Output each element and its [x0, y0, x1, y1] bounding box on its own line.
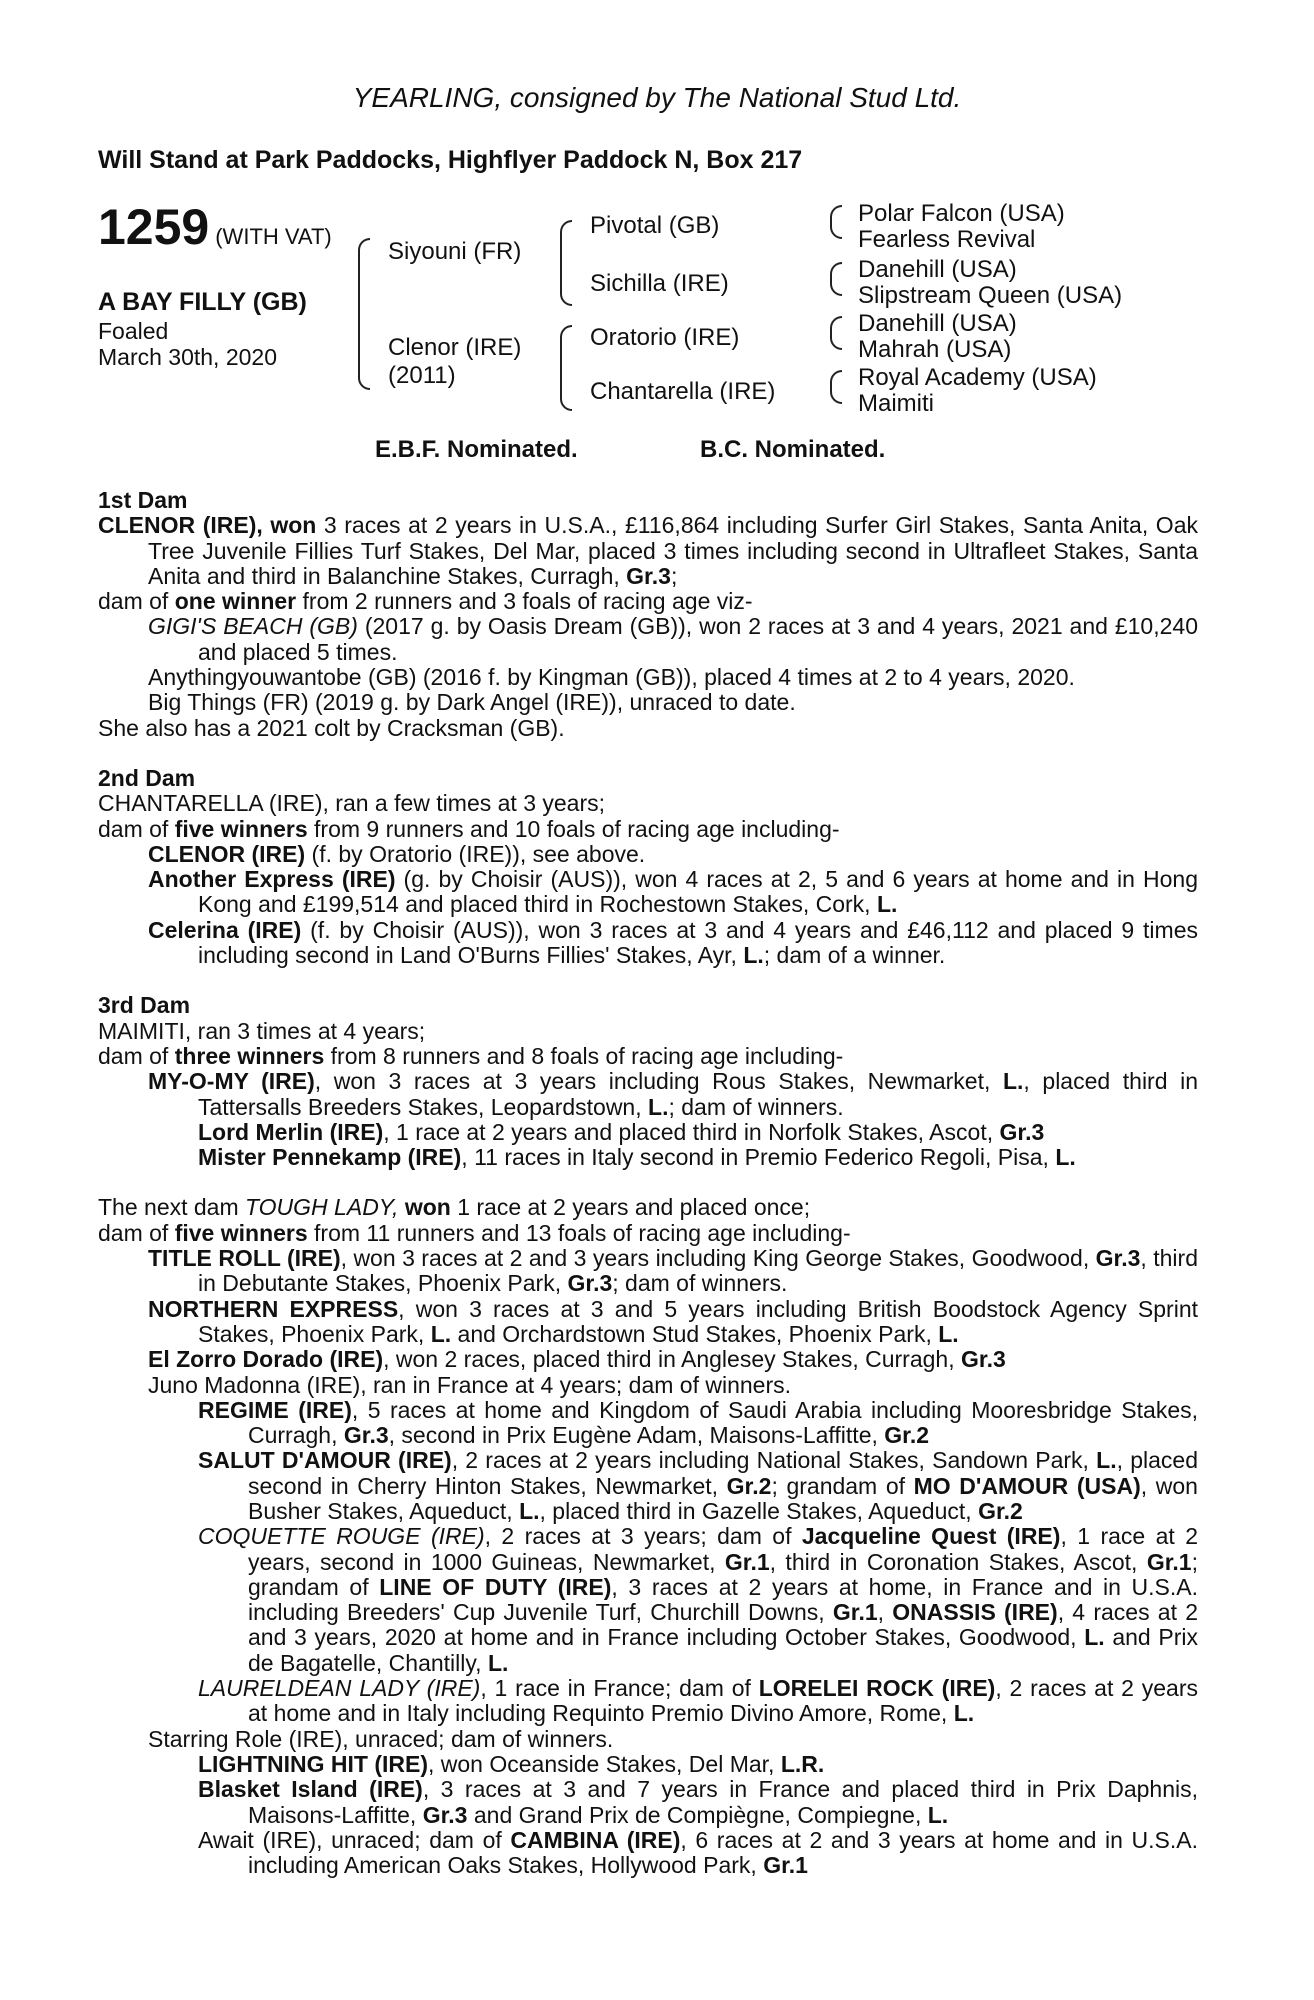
text: , won Busher Stakes, Aqueduct, [248, 1472, 1198, 1524]
offspring-item [98, 1120, 1198, 1145]
offspring-item [98, 1398, 1198, 1449]
foaled-label: Foaled [98, 318, 169, 344]
grade: L. [648, 1093, 669, 1120]
text: from 9 runners and 10 foals of racing age including- [307, 815, 840, 842]
pedigree-sire-dam: Sichilla (IRE) [590, 270, 729, 297]
horse-name: LIGHTNING HIT (IRE) [198, 1750, 428, 1777]
offspring-item [98, 1777, 1198, 1828]
offspring-item [98, 1297, 1198, 1348]
grade: Gr.2 [884, 1422, 930, 1449]
foaled-date: March 30th, 2020 [98, 344, 278, 370]
text: , 5 races at home and Kingdom of Saudi Arabia including Mooresbridge Stakes, Curragh, [248, 1396, 1199, 1449]
text: , placed third in Gazelle Stakes, Aqueduct, [539, 1497, 979, 1524]
text: , won 3 races at 3 and 5 years including British Boodstock Agency Sprint Stakes, Phoenix Park, [198, 1295, 1198, 1347]
horse-name: SALUT D'AMOUR (IRE) [198, 1447, 452, 1474]
text: , 6 races at 2 and 3 years at home and in U.S.A. including American Oaks Stakes, Hollywood Park, [248, 1826, 1199, 1879]
pedigree-dam-sire: Oratorio (IRE) [590, 324, 740, 351]
first-dam-heading: 1st Dam [98, 487, 188, 513]
next-dam-record [98, 1195, 1198, 1220]
dam-name: CLENOR (IRE), won [98, 512, 317, 539]
offspring-item: Juno Madonna (IRE), ran in France at 4 years; dam of winners. [148, 1371, 792, 1398]
horse-name: MY-O-MY (IRE) [148, 1068, 315, 1095]
third-dam-heading: 3rd Dam [98, 992, 191, 1019]
pedigree-ssd: Fearless Revival [858, 226, 1036, 253]
offspring-item [98, 614, 1198, 665]
grade: L.R. [780, 1750, 825, 1777]
first-dam-produce [98, 589, 1198, 614]
horse-name: El Zorro Dorado (IRE) [148, 1346, 384, 1373]
text: dam of [98, 815, 175, 842]
grade: L. [1096, 1447, 1117, 1474]
text: 1 race at 2 years and placed once; [450, 1194, 811, 1221]
text: and Prix de Bagatelle, Chantilly, [248, 1624, 1198, 1676]
text: , placed third in Tattersalls Breeders Stakes, Leopardstown, [198, 1068, 1198, 1120]
grade: L. [927, 1801, 949, 1828]
horse-name: Lord Merlin (IRE) [198, 1118, 384, 1145]
winner-count: three winners [174, 1042, 325, 1069]
pedigree-brace-main [358, 238, 370, 390]
pedigree-sds: Danehill (USA) [858, 256, 1017, 283]
text: , 1 race at 2 years and placed third in Norfolk Stakes, Ascot, [383, 1118, 1000, 1145]
offspring-item [98, 1347, 1198, 1372]
text: , 2 races at 2 years including National Stakes, Sandown Park, [451, 1447, 1097, 1474]
text: , 1 race in France; dam of [480, 1675, 759, 1702]
offspring-item [98, 1145, 1198, 1170]
grade: Gr.1 [832, 1599, 878, 1626]
catalogue-header: YEARLING, consigned by The National Stud Ltd. [352, 82, 962, 113]
stabling-location: Will Stand at Park Paddocks, Highflyer Paddock N, Box 217 [98, 146, 803, 174]
vat-label: (WITH VAT) [215, 224, 332, 249]
second-dam-record: CHANTARELLA (IRE), ran a few times at 3 years; [98, 790, 606, 817]
pedigree-brace-sire [560, 220, 572, 306]
pedigree-brace-dam [560, 325, 572, 411]
horse-name: Mister Pennekamp (IRE) [198, 1144, 462, 1171]
horse-name: CAMBINA (IRE) [510, 1826, 681, 1853]
offspring-item [98, 867, 1198, 918]
grade: L. [519, 1497, 540, 1524]
grade: L. [953, 1700, 975, 1727]
pedigree-dds: Royal Academy (USA) [858, 364, 1097, 391]
pedigree-sss: Polar Falcon (USA) [858, 200, 1065, 227]
pedigree-sire-sire: Pivotal (GB) [590, 212, 720, 239]
offspring-item: Anythingyouwantobe (GB) (2016 f. by Kingman (GB)), placed 4 times at 2 to 4 years, 2020. [148, 664, 1075, 691]
offspring-item [98, 1752, 1198, 1777]
offspring-item: Big Things (FR) (2019 g. by Dark Angel (IRE)), unraced to date. [148, 689, 796, 716]
text: Await (IRE), unraced; dam of [198, 1826, 511, 1853]
won: won [404, 1194, 451, 1221]
text: , 2 races at 2 years at home and in Italy including Requinto Premio Divino Amore, Rome, [248, 1675, 1198, 1727]
horse-name: LAURELDEAN LADY (IRE) [198, 1675, 481, 1702]
lot-description: A BAY FILLY (GB) [98, 288, 307, 316]
horse-name: Jacqueline Quest (IRE) [801, 1523, 1061, 1550]
ebf-nomination: E.B.F. Nominated. [375, 436, 578, 463]
grade: Gr.1 [724, 1548, 770, 1575]
catalogue-body [98, 488, 1198, 1878]
horse-name: LORELEI ROCK (IRE) [758, 1675, 996, 1702]
horse-name: TITLE ROLL (IRE) [148, 1245, 341, 1272]
third-dam-produce [98, 1044, 1198, 1069]
text: , won Oceanside Stakes, Del Mar, [427, 1750, 781, 1777]
grade: L. [487, 1649, 509, 1676]
text: ; grandam of [248, 1548, 1198, 1600]
winner-count: one winner [174, 588, 297, 615]
text: (2017 g. by Oasis Dream (GB)), won 2 races at 3 and 4 years, 2021 and £10,240 and placed 5 times. [198, 613, 1198, 665]
grade: Gr.3 [567, 1270, 613, 1297]
offspring-item [98, 918, 1198, 969]
bc-nomination: B.C. Nominated. [700, 436, 886, 463]
next-dam-produce [98, 1221, 1198, 1246]
text: ; dam of winners. [612, 1270, 788, 1297]
horse-name: CLENOR (IRE) [148, 840, 306, 867]
text: dam of [98, 1219, 175, 1246]
horse-name: ONASSIS (IRE) [892, 1599, 1058, 1626]
grade: Gr.3 [422, 1801, 468, 1828]
punct: ; [670, 562, 678, 589]
grade: Gr.2 [726, 1472, 772, 1499]
text: , 11 races in Italy second in Premio Federico Regoli, Pisa, [461, 1144, 1056, 1171]
grade: Gr.1 [763, 1852, 808, 1879]
text: ; dam of winners. [668, 1093, 844, 1120]
grade: L. [1002, 1068, 1024, 1095]
text: and Grand Prix de Compiègne, Compiegne, [467, 1801, 928, 1828]
horse-name: Blasket Island (IRE) [198, 1776, 423, 1803]
horse-name: LINE OF DUTY (IRE) [379, 1573, 612, 1600]
horse-name: REGIME (IRE) [198, 1396, 352, 1423]
text: , second in Prix Eugène Adam, Maisons-Laffitte, [388, 1422, 885, 1449]
offspring-item [98, 1828, 1198, 1879]
offspring-item [98, 1524, 1198, 1676]
offspring-item [98, 1246, 1198, 1297]
text: , 3 races at 3 and 7 years in France and placed third in Prix Daphnis, Maisons-Laffitte, [248, 1776, 1198, 1828]
offspring-item [98, 1069, 1198, 1120]
text: The next dam [98, 1194, 246, 1221]
text: from 11 runners and 13 foals of racing age including- [307, 1219, 851, 1246]
grade: Gr.3 [343, 1422, 389, 1449]
winner-count: five winners [174, 1219, 308, 1246]
pedigree-sire: Siyouni (FR) [388, 238, 522, 265]
third-dam-record: MAIMITI, ran 3 times at 4 years; [98, 1017, 426, 1044]
text: , 4 races at 2 and 3 years, 2020 at home and in France including October Stakes, Goodwood, [248, 1599, 1199, 1651]
pedigree-brace-sd [830, 262, 842, 296]
pedigree-dss: Danehill (USA) [858, 310, 1017, 337]
horse-name: GIGI'S BEACH (GB) [148, 613, 358, 640]
text: , third in Debutante Stakes, Phoenix Park, [198, 1245, 1198, 1297]
text: and Orchardstown Stud Stakes, Phoenix Park, [451, 1320, 939, 1347]
grade: Gr.1 [1146, 1548, 1192, 1575]
text: (f. by Oratorio (IRE)), see above. [305, 840, 646, 867]
text: , third in Coronation Stakes, Ascot, [769, 1548, 1147, 1575]
pedigree-dam-dam: Chantarella (IRE) [590, 378, 776, 405]
pedigree-brace-ss [830, 205, 842, 239]
text: , won 3 races at 3 years including Rous Stakes, Newmarket, [314, 1068, 1003, 1095]
grade: L. [876, 891, 898, 918]
offspring-item [98, 1448, 1198, 1524]
grade: Gr.3 [999, 1118, 1045, 1145]
pedigree-sdd: Slipstream Queen (USA) [858, 282, 1123, 309]
grade: Gr.2 [978, 1497, 1023, 1524]
lot-number [98, 199, 332, 255]
pedigree-dam-year: (2011) [388, 362, 456, 389]
horse-name: NORTHERN EXPRESS [148, 1295, 399, 1322]
grade: L. [1055, 1144, 1076, 1171]
second-dam-produce [98, 817, 1198, 842]
pedigree-brace-dd [830, 370, 842, 404]
lot-number-value: 1259 [98, 199, 210, 255]
horse-name: COQUETTE ROUGE (IRE) [198, 1523, 485, 1550]
text: dam of [98, 1042, 175, 1069]
grade: L. [430, 1320, 452, 1347]
pedigree-brace-ds [830, 316, 842, 350]
text: from 2 runners and 3 foals of racing age viz- [296, 588, 753, 615]
text: , won 2 races, placed third in Anglesey Stakes, Curragh, [383, 1346, 961, 1373]
offspring-note: She also has a 2021 colt by Cracksman (GB). [98, 714, 565, 741]
offspring-item: Starring Role (IRE), unraced; dam of winners. [148, 1725, 614, 1752]
pedigree-dsd: Mahrah (USA) [858, 336, 1012, 363]
text: from 8 runners and 8 foals of racing age including- [324, 1042, 844, 1069]
grade: L. [938, 1320, 959, 1347]
text: , won 3 races at 2 and 3 years including King George Stakes, Goodwood, [340, 1245, 1096, 1272]
text: , [877, 1599, 893, 1626]
offspring-item [98, 1676, 1198, 1727]
first-dam-record [98, 513, 1198, 589]
text: (g. by Choisir (AUS)), won 4 races at 2, 5 and 6 years at home and in Hong Kong and £199,514 and placed third in Rochestown Stakes, Cork, [198, 866, 1198, 918]
winner-count: five winners [174, 815, 308, 842]
grade: Gr.3 [626, 562, 671, 589]
text: ; dam of a winner. [763, 942, 946, 969]
horse-name: Another Express (IRE) [148, 866, 396, 893]
dam-name: TOUGH LADY, [245, 1194, 399, 1221]
pedigree-ddd: Maimiti [858, 390, 934, 417]
offspring-item [98, 842, 1198, 867]
text: , 1 race at 2 years, second in 1000 Guineas, Newmarket, [248, 1523, 1198, 1575]
text: , 3 races at 2 years at home, in France and in U.S.A. including Breeders' Cup Juvenile Turf, Churchill Downs, [248, 1573, 1198, 1626]
grade: L. [1084, 1624, 1105, 1651]
horse-name: MO D'AMOUR (USA) [913, 1472, 1141, 1499]
second-dam-heading: 2nd Dam [98, 764, 196, 791]
text: ; grandam of [771, 1472, 914, 1499]
text: (f. by Choisir (AUS)), won 3 races at 3 and 4 years and £46,112 and placed 9 times including second in Land O'Burns Fillies' Stakes, Ayr, [198, 916, 1198, 969]
horse-name: Celerina (IRE) [148, 916, 302, 943]
grade: Gr.3 [1095, 1245, 1141, 1272]
pedigree-dam: Clenor (IRE) [388, 334, 522, 361]
grade: L. [743, 942, 764, 969]
record-text: 3 races at 2 years in U.S.A., £116,864 including Surfer Girl Stakes, Santa Anita, Oak Tree Juvenile Fillies Turf Stakes, Del Mar, placed 3 times including second in Ultrafleet Stakes, Santa Anita and third in Balanchine Stakes, Curragh, [148, 512, 1198, 589]
text: , 2 races at 3 years; dam of [484, 1523, 802, 1550]
grade: Gr.3 [961, 1346, 1006, 1373]
text: , placed second in Cherry Hinton Stakes, Newmarket, [248, 1447, 1198, 1499]
text: dam of [98, 588, 175, 615]
